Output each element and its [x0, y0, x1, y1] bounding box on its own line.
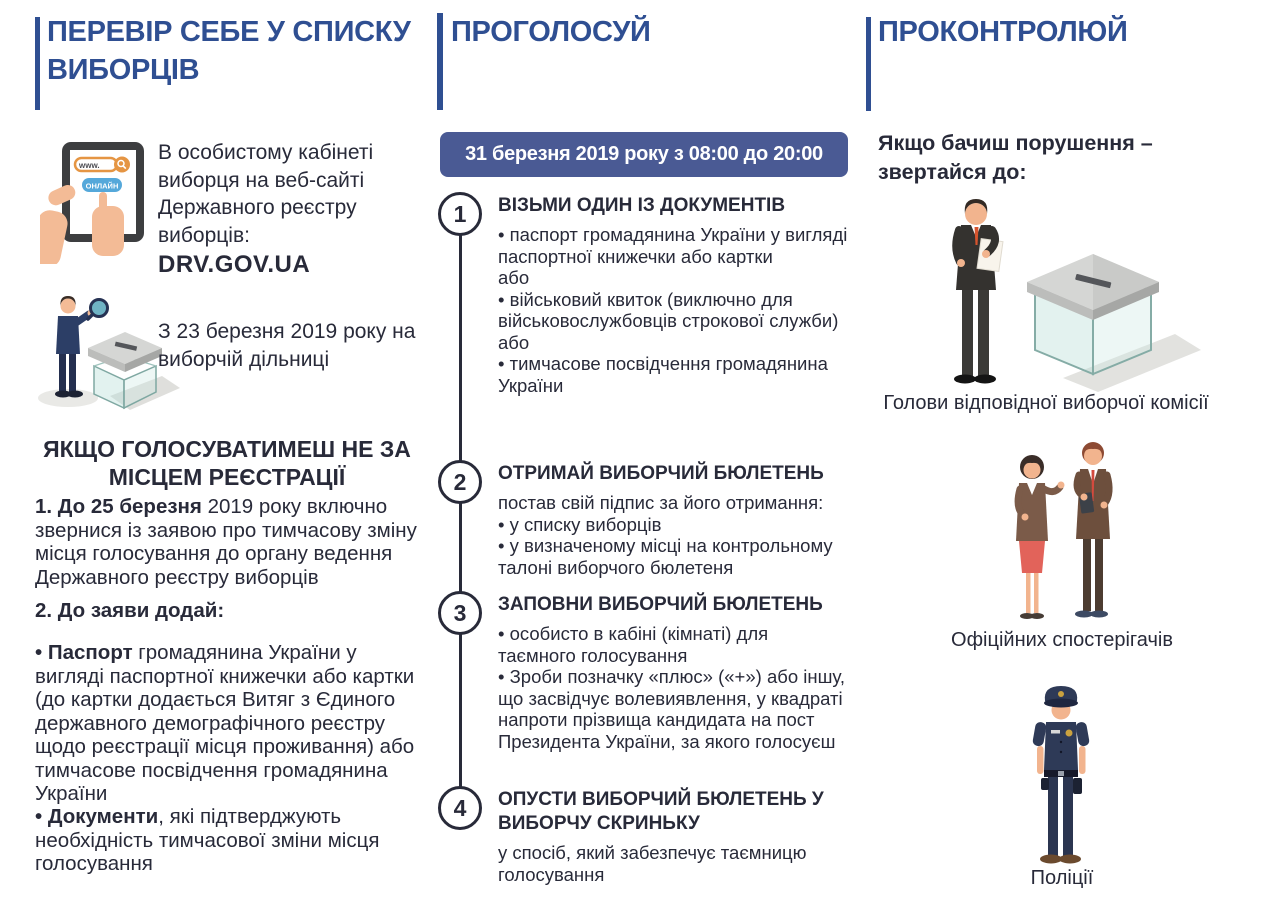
step-2	[437, 460, 849, 578]
drv-site-link: DRV.GOV.UA	[158, 251, 311, 278]
deadline-paragraph: 1. До 25 березня 2019 року включно звернися із заявою про тимчасову зміну місця голосування до органу ведення Державного реєстру виборців	[35, 495, 417, 589]
search-icon	[114, 157, 130, 173]
step-4-body: у спосіб, який забезпечує таємницю голосування	[498, 842, 807, 885]
violations-intro-text: Якщо бачиш порушення – звертайся до:	[878, 131, 1153, 185]
police-officer	[1032, 686, 1090, 864]
step-4	[437, 786, 849, 885]
step-4-title: ОПУСТИ ВИБОРЧИЙ БЮЛЕТЕНЬ У ВИБОРЧУ СКРИНЬКУ	[498, 789, 824, 834]
step-1	[437, 192, 849, 396]
www-text: www.	[79, 161, 100, 170]
online-button-label: ОНЛАЙН	[85, 181, 119, 191]
step-2-title: ОТРИМАЙ ВИБОРЧИЙ БЮЛЕТЕНЬ	[498, 463, 824, 484]
documents-bullet: • Документи, які підтверджують необхідність тимчасової зміни місця голосування	[35, 805, 380, 875]
column3-title: ПРОКОНТРОЛЮЙ	[878, 16, 1128, 48]
step-2-number: 2	[438, 460, 482, 504]
column1-accent-bar	[35, 17, 40, 110]
contact-caption-observers: Офіційних спостерігачів	[951, 629, 1173, 651]
contact-caption-police: Поліції	[1030, 867, 1094, 889]
step-2-body: постав свій підпис за його отримання: • у списку виборців • у визначеному місці на контрольному талоні виборчого бюлетеня	[498, 492, 833, 578]
step-3-body: • особисто в кабіні (кімнаті) для таємного голосування • Зроби позначку «плюс» («+») або іншу, що засвідчує волевиявлення, у квадраті напроти прізвища кандидата на пост Президента України, за якого голосуєш	[498, 623, 845, 752]
column3-accent-bar	[866, 17, 871, 111]
step-4-number: 4	[438, 786, 482, 830]
police-officer-illustration	[1018, 672, 1104, 866]
step-3-title: ЗАПОВНИ ВИБОРЧИЙ БЮЛЕТЕНЬ	[498, 594, 823, 615]
step-3-number: 3	[438, 591, 482, 635]
step-3	[437, 591, 849, 752]
not-registered-subheading: ЯКЩО ГОЛОСУВАТИМЕШ НЕ ЗА МІСЦЕМ РЕЄСТРАЦІЇ	[43, 436, 411, 491]
passport-bullet: • Паспорт громадянина України у вигляді паспортної книжечки або картки (до картки додається Витяг з Єдиного державного демографічного реєстру щодо реєстрації місця проживання) або тимчасове посвідчення громадянина України	[35, 641, 415, 805]
column2-title: ПРОГОЛОСУЙ	[451, 16, 651, 48]
step-1-title: ВІЗЬМИ ОДИН ІЗ ДОКУМЕНТІВ	[498, 195, 786, 216]
commission-head-illustration	[935, 192, 1207, 394]
step-1-body: • паспорт громадянина України у вигляді паспортної книжечки або картки або • військовий квиток (виключно для військовослужбовців строкової служби) або • тимчасове посвідчення громадянина України	[498, 224, 848, 396]
column1-title: ПЕРЕВІР СЕБЕ У СПИСКУ ВИБОРЦІВ	[47, 16, 411, 87]
online-check-text: В особистому кабінеті виборця на веб-сайті Державного реєстру виборців:	[158, 141, 374, 247]
election-date-banner: 31 березня 2019 року з 08:00 до 20:00	[440, 132, 848, 177]
observer-man	[1075, 442, 1110, 618]
ballot-box-icon	[1027, 254, 1201, 392]
offline-check-text: З 23 березня 2019 року на виборчій дільниці	[158, 320, 416, 371]
tablet-hands-illustration	[40, 136, 152, 264]
observer-woman	[1016, 455, 1065, 619]
column2-accent-bar	[437, 13, 443, 110]
observers-illustration	[998, 437, 1130, 627]
step-1-number: 1	[438, 192, 482, 236]
attach-paragraph: 2. До заяви додай:	[35, 599, 225, 622]
contact-caption-commission: Голови відповідної виборчої комісії	[883, 392, 1209, 414]
commission-head-person	[954, 199, 1003, 384]
